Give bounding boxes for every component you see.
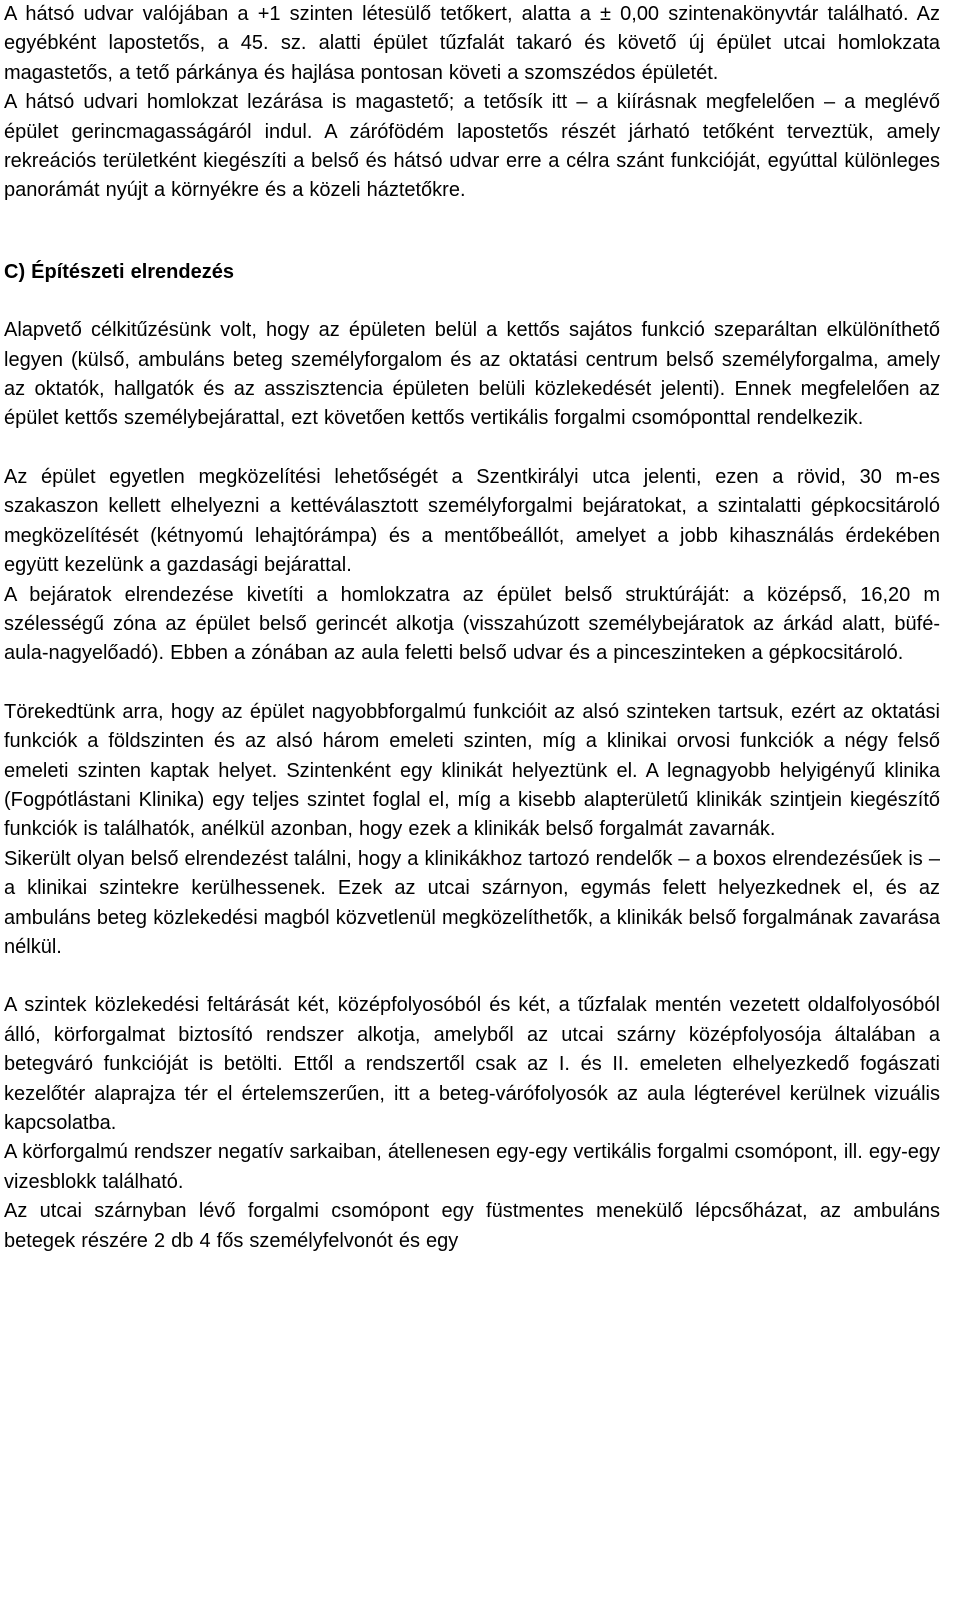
- spacer: [4, 669, 940, 698]
- paragraph-circulation: A szintek közlekedési feltárását két, középfolyosóból és két, a tűzfalak mentén vezetett oldalfolyosóból álló, körforgalmat biztosító rendszer alkotja, amelyből az utcai szárny középfolyosója általában a betegváró funkcióját is betölti. Ettől a rendszertől csak az I. és II. emeleten elhelyezkedő fogászati kezelőtér alaprajza tér el értelemszerűen, itt a beteg-várófolyosók az aula légterével kerülnek vizuális kapcsolatba.: [4, 994, 940, 1134]
- paragraph-rooftop-garden: A hátsó udvar valójában a +1 szinten létesülő tetőkert, alatta a ± 0,00 szintenakönyvtár található. Az egyébként lapostetős, a 45. sz. alatti épület tűzfalát takaró és követő új épület utcai homlokzata magastetős, a tető párkánya és hajlása pontosan követi a szomszédos épületét.: [4, 3, 940, 84]
- spacer: [4, 434, 940, 463]
- document-page: [4, 0, 940, 1256]
- paragraph-ring-system: A körforgalmú rendszer negatív sarkaiban, átellenesen egy-egy vertikális forgalmi csomópont, ill. egy-egy vizesblokk található.: [4, 1141, 940, 1193]
- spacer: [4, 962, 940, 991]
- spacer: [4, 287, 940, 316]
- spacer: [4, 206, 940, 258]
- paragraph-street-wing: Az utcai szárnyban lévő forgalmi csomópont egy füstmentes menekülő lépcsőházat, az ambuláns betegek részére 2 db 4 fős személyfelvonót és egy: [4, 1200, 940, 1252]
- paragraph-functions: Törekedtünk arra, hogy az épület nagyobbforgalmú funkcióit az alsó szinteken tartsuk, ezért az oktatási funkciók a földszinten és az alsó három emeleti szinten, míg a klinikai orvosi funkciók a négy felső emeleti szinten kaptak helyet. Szintenként egy klinikát helyeztünk el. A legnagyobb helyigényű klinika (Fogpótlástani Klinika) egy teljes szintet foglal el, míg a kisebb alapterületű klinikák szintjein kiegészítő funkciók is találhatók, anélkül azonban, hogy ezek a klinikák belső forgalmát zavarnák.: [4, 700, 940, 841]
- section-heading: C) Építészeti elrendezés: [4, 260, 234, 283]
- paragraph-access: Az épület egyetlen megközelítési lehetőségét a Szentkirályi utca jelenti, ezen a rövid, 30 m-es szakaszon kellett elhelyezni a kettéválasztott személyforgalmi bejáratokat, a szintalatti gépkocsitároló megközelítését (kétnyomú lehajtórámpa) és a mentőbeállót, amelyet a jobb kihasználás érdekében együtt kezelünk a gazdasági bejárattal.: [4, 465, 940, 577]
- paragraph-objectives: Alapvető célkitűzésünk volt, hogy az épületen belül a kettős sajátos funkció szeparáltan elkülöníthető legyen (külső, ambuláns beteg személyforgalom és az oktatási centrum belső személyforgalma, amely az oktatók, hallgatók és az asszisztencia épületen belüli közlekedését jelenti). Ennek megfelelően az épület kettős személybejárattal, ezt követően kettős vertikális forgalmi csomóponttal rendelkezik.: [4, 319, 940, 430]
- paragraph-layout: Sikerült olyan belső elrendezést találni, hogy a klinikákhoz tartozó rendelők – a boxos elrendezésűek is – a klinikai szintekre kerülhessenek. Ezek az utcai szárnyon, egymás felett helyezkednek el, és az ambuláns beteg közlekedési magból közvetlenül megközelíthetők, a klinikák belső forgalmának zavarása nélkül.: [4, 847, 940, 958]
- paragraph-rear-facade: A hátsó udvari homlokzat lezárása is magastető; a tetősík itt – a kiírásnak megfelelően – a meglévő épület gerincmagasságáról indul. A zárófödém lapostetős részét járható tetőként terveztük, amely rekreációs területként kiegészíti a belső és hátsó udvar erre a célra szánt funkcióját, egyúttal különleges panorámát nyújt a környékre és a közeli háztetőkre.: [4, 91, 940, 202]
- paragraph-entrances: A bejáratok elrendezése kivetíti a homlokzatra az épület belső struktúráját: a középső, 16,20 m szélességű zóna az épület belső gerincét alkotja (visszahúzott személybejáratok az árkád alatt, büfé-aula-nagyelőadó). Ebben a zónában az aula feletti belső udvar és a pinceszinteken a gépkocsitároló.: [4, 583, 940, 665]
